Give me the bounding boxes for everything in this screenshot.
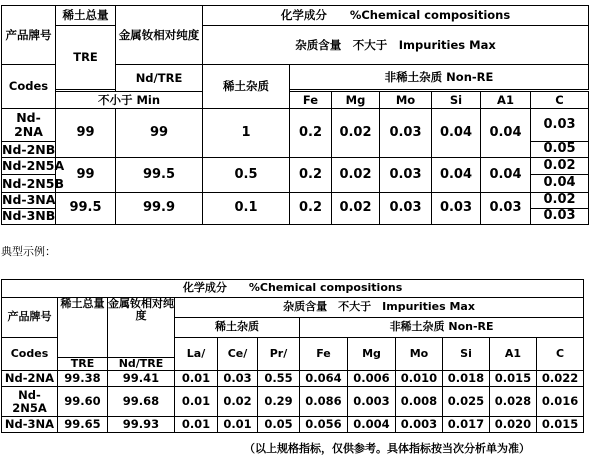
tre-value: 99 — [56, 158, 116, 192]
product-code: Nd-2NB — [2, 141, 56, 157]
chemical-compositions-header: 化学成分 %Chemical compositions — [2, 280, 584, 298]
purity-header-cn: 金属钕相对纯度 — [116, 6, 203, 65]
element-header-la: La/ — [175, 338, 218, 371]
fe-value: 0.2 — [290, 158, 332, 192]
tre-value: 99.5 — [56, 192, 116, 225]
si-value: 0.018 — [443, 371, 490, 387]
reference-note: （以上规格指标，仅供参考。具体指标按当次分析单为准） — [244, 442, 530, 455]
mo-value: 0.03 — [380, 109, 432, 158]
element-header-mo: Mo — [396, 338, 443, 371]
re-impurities-header: 稀土杂质 — [175, 318, 300, 338]
product-code: Nd- 2NA — [2, 109, 56, 141]
table-row — [2, 109, 589, 141]
purity-value: 99.5 — [116, 158, 203, 192]
tre-value: 99 — [56, 109, 116, 158]
c-value: 0.04 — [531, 175, 589, 192]
element-header-al: A1 — [481, 92, 531, 109]
element-header-fe: Fe — [300, 338, 348, 371]
codes-header-cn: 产品牌号 — [2, 6, 56, 65]
element-header-c: C — [531, 92, 589, 109]
purity-header-en: Nd/TRE — [116, 64, 203, 91]
element-header-pr: Pr/ — [258, 338, 300, 371]
mg-value: 0.02 — [332, 192, 380, 225]
tre-header-en: TRE — [56, 26, 116, 90]
fe-value: 0.2 — [290, 192, 332, 225]
mo-value: 0.003 — [396, 417, 443, 433]
re-impurity-value: 0.1 — [203, 192, 290, 225]
mg-value: 0.02 — [332, 109, 380, 158]
mo-value: 0.03 — [380, 192, 432, 225]
pr-value: 0.05 — [258, 417, 300, 433]
element-header-fe: Fe — [290, 92, 332, 109]
al-value: 0.028 — [490, 387, 537, 417]
codes-header-cn: 产品牌号 — [2, 298, 58, 338]
re-impurity-value: 0.5 — [203, 158, 290, 192]
tre-value: 99.65 — [58, 417, 108, 433]
si-value: 0.03 — [432, 192, 481, 225]
si-value: 0.04 — [432, 109, 481, 158]
table-row — [2, 192, 589, 208]
la-value: 0.01 — [175, 371, 218, 387]
ce-value: 0.03 — [218, 371, 258, 387]
element-header-c: C — [537, 338, 584, 371]
tre-value: 99.38 — [58, 371, 108, 387]
element-header-ce: Ce/ — [218, 338, 258, 371]
re-impurity-value: 1 — [203, 109, 290, 158]
c-value: 0.022 — [537, 371, 584, 387]
chemical-compositions-header: 化学成分 %Chemical compositions — [203, 6, 589, 26]
al-value: 0.020 — [490, 417, 537, 433]
pr-value: 0.29 — [258, 387, 300, 417]
product-code: Nd-2N5B — [2, 175, 64, 191]
c-value: 0.015 — [537, 417, 584, 433]
mg-value: 0.004 — [348, 417, 396, 433]
c-value: 0.03 — [531, 208, 589, 224]
c-value: 0.05 — [531, 141, 589, 157]
purity-header-cn: 金属钕相对纯度 — [108, 298, 175, 358]
specification-table — [1, 5, 589, 225]
c-value: 0.02 — [531, 158, 589, 175]
purity-header-en: Nd/TRE — [108, 358, 175, 371]
product-code: Nd- 2N5A — [2, 387, 58, 417]
table-row — [2, 158, 589, 175]
ce-value: 0.01 — [218, 417, 258, 433]
element-header-mg: Mg — [332, 92, 380, 109]
table-row — [2, 371, 584, 387]
min-header: 不小于 Min — [56, 92, 203, 109]
fe-value: 0.2 — [290, 109, 332, 158]
tre-value: 99.60 — [58, 387, 108, 417]
impurities-max-header: 杂质含量 不大于 Impurities Max — [203, 26, 589, 65]
mg-value: 0.006 — [348, 371, 396, 387]
si-value: 0.017 — [443, 417, 490, 433]
mg-value: 0.02 — [332, 158, 380, 192]
la-value: 0.01 — [175, 417, 218, 433]
product-code: Nd-2N5A — [2, 158, 65, 174]
fe-value: 0.056 — [300, 417, 348, 433]
tre-header-cn: 稀土总量 — [56, 6, 116, 26]
al-value: 0.03 — [481, 192, 531, 225]
element-header-mg: Mg — [348, 338, 396, 371]
purity-value: 99 — [116, 109, 203, 158]
c-value: 0.02 — [531, 192, 589, 208]
la-value: 0.01 — [175, 387, 218, 417]
tre-header-cn: 稀土总量 — [58, 298, 108, 358]
purity-value: 99.9 — [116, 192, 203, 225]
typical-example-table — [1, 279, 584, 433]
mo-value: 0.008 — [396, 387, 443, 417]
si-value: 0.04 — [432, 158, 481, 192]
non-re-impurities-header: 非稀土杂质 Non-RE — [300, 318, 584, 338]
product-code: Nd-2NA — [2, 371, 58, 387]
product-code: Nd-3NB — [2, 208, 56, 224]
al-value: 0.04 — [481, 158, 531, 192]
al-value: 0.04 — [481, 109, 531, 158]
element-header-mo: Mo — [380, 92, 432, 109]
mo-value: 0.03 — [380, 158, 432, 192]
non-re-impurities-header: 非稀土杂质 Non-RE — [290, 64, 589, 89]
impurities-max-header: 杂质含量 不大于 Impurities Max — [175, 298, 584, 318]
al-value: 0.015 — [490, 371, 537, 387]
element-header-si: Si — [432, 92, 481, 109]
purity-value: 99.68 — [108, 387, 175, 417]
table-row — [2, 387, 584, 417]
si-value: 0.025 — [443, 387, 490, 417]
product-code: Nd-3NA — [2, 192, 56, 208]
typical-example-caption: 典型示例： — [1, 245, 56, 258]
element-header-al: A1 — [490, 338, 537, 371]
mg-value: 0.003 — [348, 387, 396, 417]
codes-header-en: Codes — [2, 338, 58, 371]
ce-value: 0.02 — [218, 387, 258, 417]
purity-value: 99.93 — [108, 417, 175, 433]
mo-value: 0.010 — [396, 371, 443, 387]
fe-value: 0.086 — [300, 387, 348, 417]
c-value: 0.016 — [537, 387, 584, 417]
tre-header-en: TRE — [58, 358, 108, 371]
re-impurities-header: 稀土杂质 — [203, 64, 290, 109]
purity-value: 99.41 — [108, 371, 175, 387]
table-row — [2, 417, 584, 433]
pr-value: 0.55 — [258, 371, 300, 387]
codes-header-en: Codes — [2, 64, 56, 109]
product-code: Nd-3NA — [2, 417, 58, 433]
fe-value: 0.064 — [300, 371, 348, 387]
element-header-si: Si — [443, 338, 490, 371]
c-value: 0.03 — [531, 109, 589, 141]
